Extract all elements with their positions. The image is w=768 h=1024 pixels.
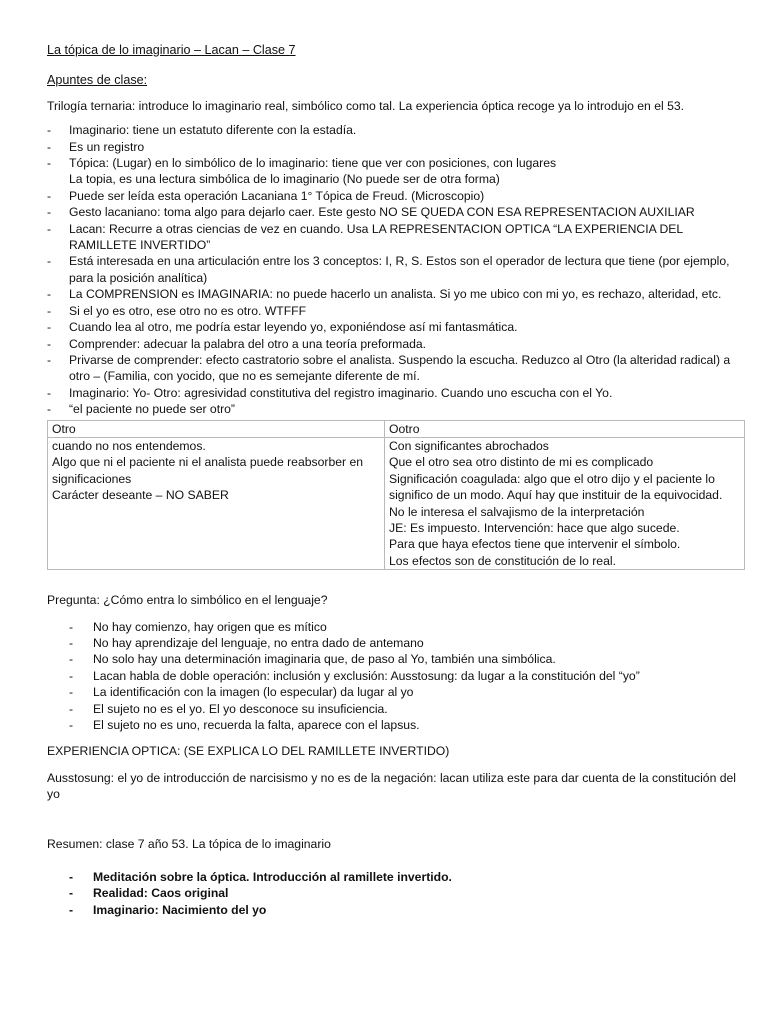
question-paragraph: Pregunta: ¿Cómo entra lo simbólico en el lenguaje? xyxy=(47,593,328,608)
cell-line: Para que haya efectos tiene que intervenir el símbolo. xyxy=(389,537,681,552)
list-item: - Imaginario: tiene un estatuto diferente con la estadía. xyxy=(47,122,737,138)
list-item: - Cuando lea al otro, me podría estar leyendo yo, exponiéndose así mi fantasmática. xyxy=(47,319,737,335)
cell-line: Algo que ni el paciente ni el analista puede reabsorber en significaciones xyxy=(52,455,364,486)
cell-line: cuando no nos entendemos. xyxy=(52,438,206,453)
resumen-paragraph: Resumen: clase 7 año 53. La tópica de lo imaginario xyxy=(47,836,331,851)
list-item: - “el paciente no puede ser otro” xyxy=(47,401,737,417)
list-item: - Lacan: Recurre a otras ciencias de vez en cuando. Usa LA REPRESENTACION OPTICA “LA EXPERIENCIA DEL RAMILLETE INVERTIDO” xyxy=(47,221,737,254)
ausstosung-paragraph: Ausstosung: el yo de introducción de narcisismo y no es de la negación: lacan utiliza este para dar cuenta de la constitución del yo xyxy=(47,770,737,802)
document-title: La tópica de lo imaginario – Lacan – Clase 7 xyxy=(47,43,296,57)
otro-ootro-table xyxy=(47,420,745,571)
table-row xyxy=(48,437,745,569)
list-item: - Lacan habla de doble operación: inclusión y exclusión: Ausstosung: da lugar a la constitución del “yo” xyxy=(47,668,737,684)
list-item: - No hay aprendizaje del lenguaje, no entra dado de antemano xyxy=(47,635,737,651)
list-item: - El sujeto no es el yo. El yo desconoce su insuficiencia. xyxy=(47,701,737,717)
cell-line: Los efectos son de constitución de lo real. xyxy=(389,553,616,568)
list-item: - Gesto lacaniano: toma algo para dejarlo caer. Este gesto NO SE QUEDA CON ESA REPRESENTACION AUXILIAR xyxy=(47,204,737,220)
list-item: - Imaginario: Nacimiento del yo xyxy=(47,902,737,918)
list-item: - La identificación con la imagen (lo especular) da lugar al yo xyxy=(47,684,737,700)
list-item: - Tópica: (Lugar) en lo simbólico de lo imaginario: tiene que ver con posiciones, con lugares La topia, es una lectura simbólica de lo imaginario (No puede ser de otra forma) xyxy=(47,155,737,188)
list-item: - Es un registro xyxy=(47,139,737,155)
document-page xyxy=(47,42,737,918)
table-cell-ootro xyxy=(385,437,745,569)
resumen-list xyxy=(47,869,737,918)
cell-line: Que el otro sea otro distinto de mi es complicado xyxy=(389,455,654,470)
cell-line: Significación coagulada: algo que el otro dijo y el paciente lo significo de un modo. Aquí hay que instituir de la equivocidad. xyxy=(389,471,723,503)
table-header-otro: Otro xyxy=(48,420,385,437)
experiencia-paragraph: EXPERIENCIA OPTICA: (SE EXPLICA LO DEL RAMILLETE INVERTIDO) xyxy=(47,744,450,759)
notes-list xyxy=(47,122,737,417)
list-item: - No hay comienzo, hay origen que es mítico xyxy=(47,619,737,635)
cell-line: No le interesa el salvajismo de la interpretación xyxy=(389,504,645,519)
list-item: - Está interesada en una articulación entre los 3 conceptos: I, R, S. Estos son el operador de lectura que tiene (por ejemplo, para la posición analítica) xyxy=(47,253,737,286)
table-header-row xyxy=(48,420,745,437)
list-item: - Si el yo es otro, ese otro no es otro. WTFFF xyxy=(47,303,737,319)
question-list xyxy=(47,619,737,734)
topia-line: La topia, es una lectura simbólica de lo imaginario (No puede ser de otra forma) xyxy=(69,172,500,187)
table-header-ootro: Ootro xyxy=(385,420,745,437)
list-item: - Comprender: adecuar la palabra del otro a una teoría preformada. xyxy=(47,336,737,352)
cell-line: Con significantes abrochados xyxy=(389,438,549,453)
cell-line: Carácter deseante – NO SABER xyxy=(52,488,229,503)
section-subtitle: Apuntes de clase: xyxy=(47,73,148,88)
list-item: - Puede ser leída esta operación Lacaniana 1° Tópica de Freud. (Microscopio) xyxy=(47,188,737,204)
cell-line: JE: Es impuesto. Intervención: hace que algo sucede. xyxy=(389,520,680,535)
list-item: - La COMPRENSION es IMAGINARIA: no puede hacerlo un analista. Si yo me ubico con mi yo, es rechazo, alteridad, etc. xyxy=(47,286,737,302)
list-item: - Imaginario: Yo- Otro: agresividad constitutiva del registro imaginario. Cuando uno escucha con el Yo. xyxy=(47,385,737,401)
intro-paragraph: Trilogía ternaria: introduce lo imaginario real, simbólico como tal. La experiencia óptica recoge ya lo introdujo en el 53. xyxy=(47,98,685,113)
list-item: - El sujeto no es uno, recuerda la falta, aparece con el lapsus. xyxy=(47,717,737,733)
list-item: - Meditación sobre la óptica. Introducción al ramillete invertido. xyxy=(47,869,737,885)
list-item: - Privarse de comprender: efecto castratorio sobre el analista. Suspendo la escucha. Reduzco al Otro (la alteridad radical) a otro – (Familia, con yocido, que no es semejante diferente de mí. xyxy=(47,352,737,385)
list-item: - No solo hay una determinación imaginaria que, de paso al Yo, también una simbólica. xyxy=(47,651,737,667)
table-cell-otro xyxy=(48,437,385,569)
list-item: - Realidad: Caos original xyxy=(47,885,737,901)
